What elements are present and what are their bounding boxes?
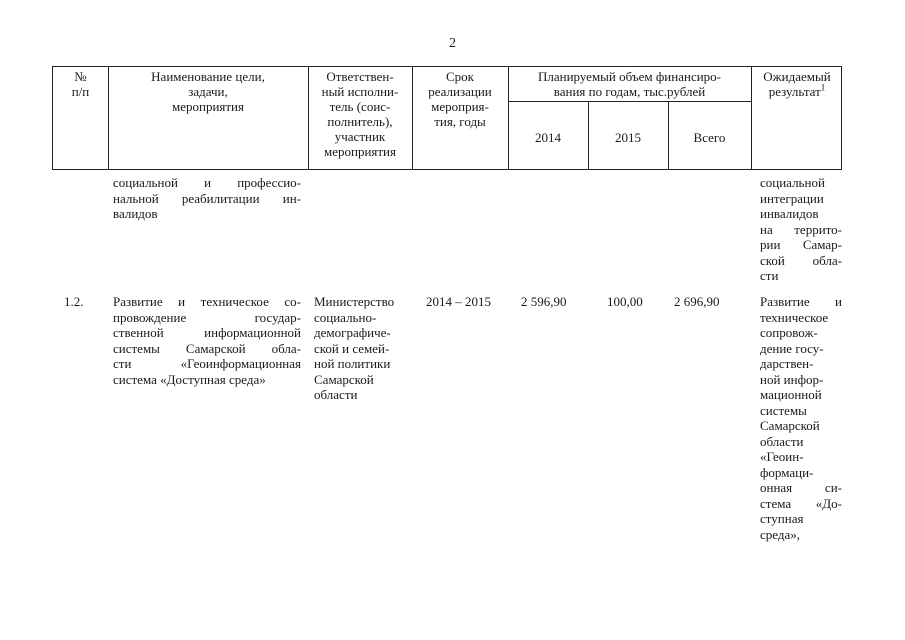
header-term-cell: Срок реализации мероприя- тия, годы [428,69,492,129]
header-responsible-cell: Ответствен- ный исполни- тель (соис- полнитель), участник мероприятия [321,69,399,159]
row-value-total: 2 696,90 [674,294,720,309]
header-year-2014: 2014 [535,130,561,145]
header-result-cell: Ожидаемый результат$^1$ [763,69,831,99]
header-year-2015: 2015 [615,130,641,145]
row-responsible: Министерство социально- демографиче- ской и семей- ной политики Самарской области [314,294,395,402]
page-number: 2 [449,36,456,51]
row-divider [508,101,751,102]
row-value-2015: 100,00 [607,294,643,309]
row-name: Развитие и техническое со- провождение государ- ственной информационной системы Самарской обла- сти «Геоинформационная система «Доступная среда» [113,294,301,387]
header-name-cell: Наименование цели, задачи, мероприятия [151,69,265,114]
row-number: 1.2. [64,294,84,309]
row-term: 2014 – 2015 [426,294,491,309]
continuation-result: социальной интеграции инвалидов на террито- рии Самар- ской обла- сти [760,175,842,283]
header-financing-cell: Планируемый объем финансиро- вания по годам, тыс.рублей [537,69,722,99]
continuation-name: социальной и профессио- нальной реабилитации ин- валидов [113,175,301,221]
row-result: Развитие и техническое сопровож- дение госу- дарствен- ной инфор- мационной системы Самарской области «Геоин- формаци- онная си- стема «До- ступная среда», [760,294,842,542]
row-value-2014: 2 596,90 [521,294,567,309]
table-header [52,66,842,170]
header-number-cell: № п/п [71,69,90,99]
header-total: Всего [693,130,726,145]
